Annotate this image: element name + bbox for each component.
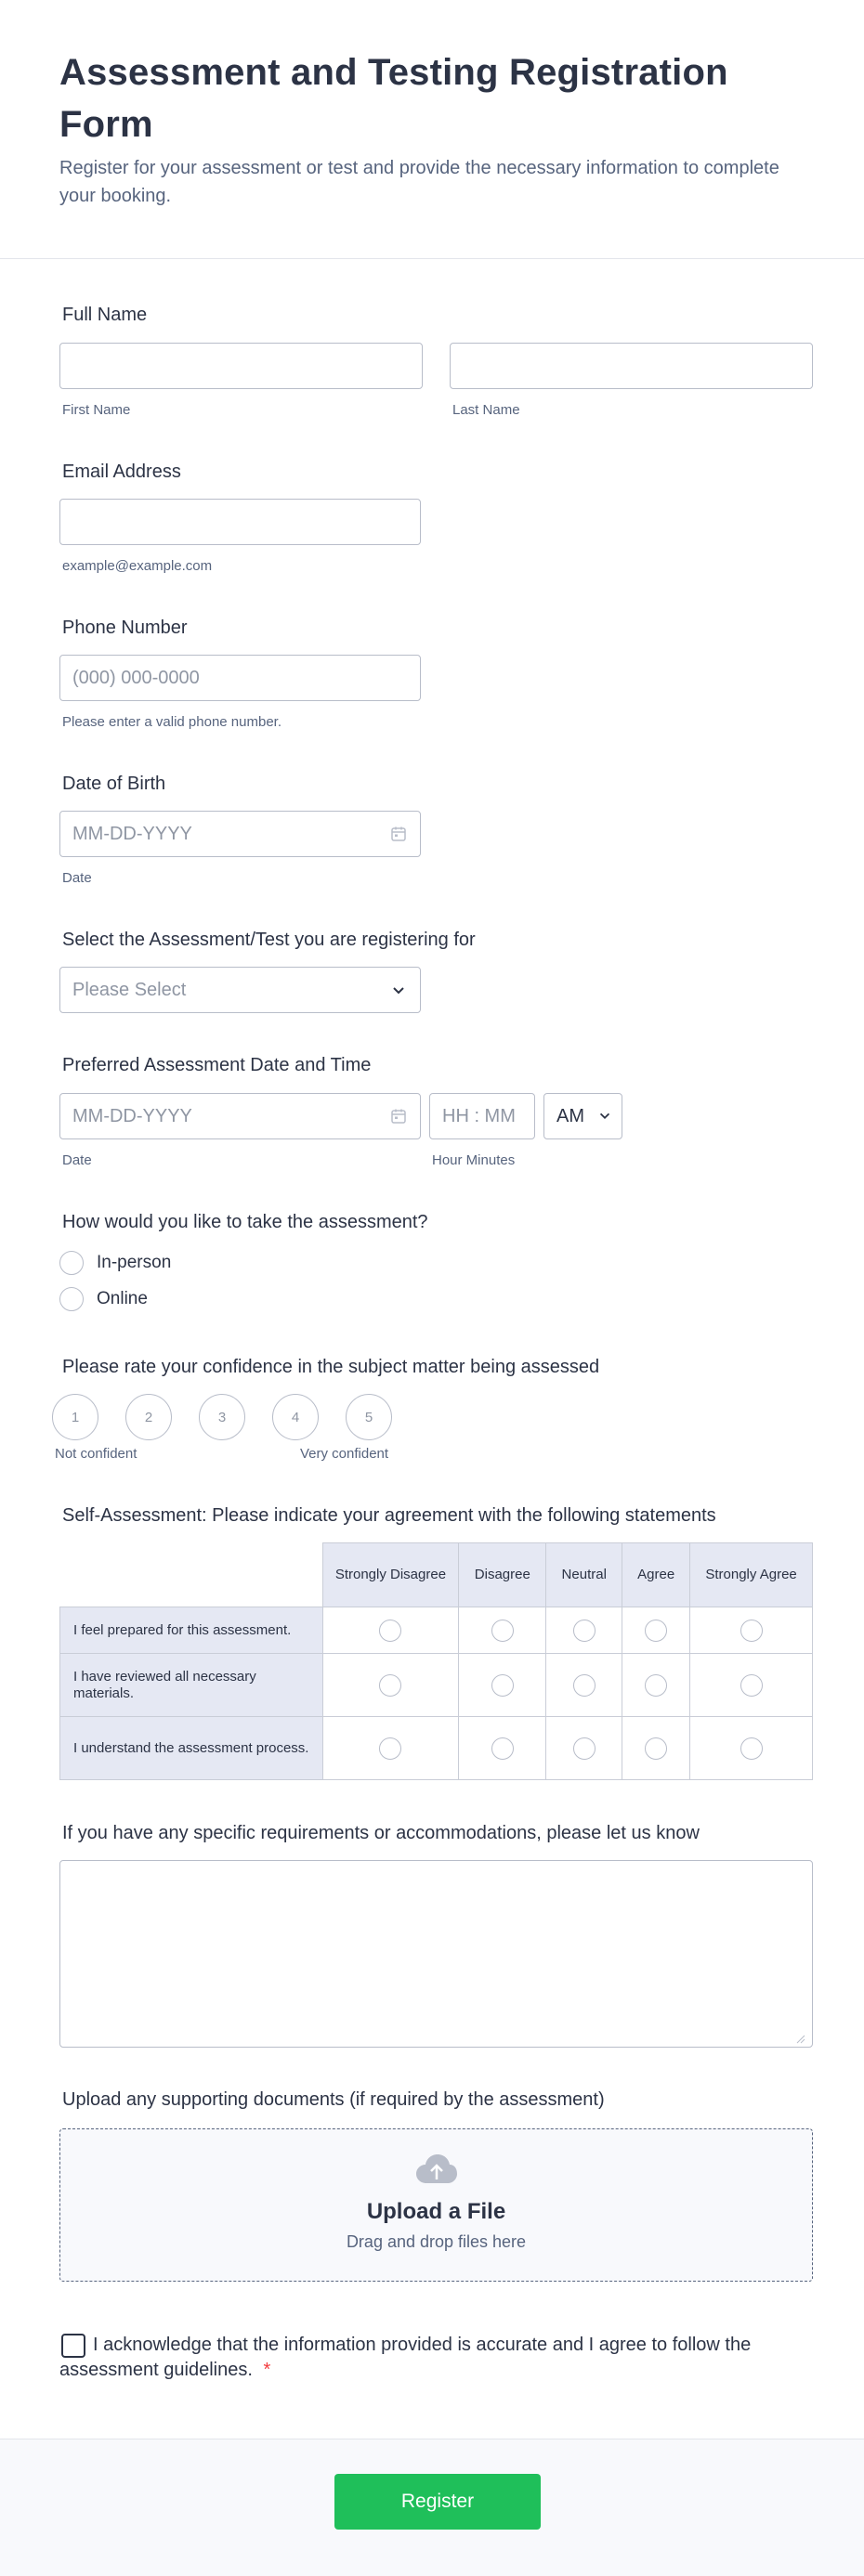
rating-option-2[interactable]: 2 — [125, 1394, 172, 1440]
matrix-radio[interactable] — [379, 1737, 401, 1760]
upload-title: Upload a File — [366, 2199, 506, 2224]
matrix-column-header: Neutral — [546, 1543, 622, 1607]
file-upload-dropzone[interactable] — [59, 2128, 813, 2282]
matrix-radio[interactable] — [645, 1620, 667, 1642]
upload-subtitle: Drag and drop files here — [346, 2232, 527, 2251]
cloud-upload-icon — [415, 2153, 458, 2185]
rating-low-label: Not confident — [55, 1446, 137, 1462]
required-asterisk: * — [263, 2360, 271, 2380]
register-button[interactable]: Register — [334, 2474, 541, 2530]
upload-label: Upload any supporting documents (if required by the assessment) — [62, 2089, 605, 2110]
rating-option-3[interactable]: 3 — [199, 1394, 245, 1440]
email-input[interactable] — [59, 499, 421, 545]
matrix-radio[interactable] — [379, 1674, 401, 1697]
matrix-radio[interactable] — [740, 1674, 763, 1697]
phone-input[interactable] — [59, 655, 421, 701]
assessment-select-label: Select the Assessment/Test you are registering for — [62, 930, 476, 950]
calendar-icon[interactable] — [390, 826, 407, 842]
email-label: Email Address — [62, 462, 181, 482]
form-title: Assessment and Testing Registration Form — [59, 52, 728, 145]
preferred-time-input[interactable] — [429, 1093, 535, 1139]
matrix-radio[interactable] — [573, 1737, 596, 1760]
radio-label: Online — [97, 1289, 148, 1308]
preferred-date-sublabel: Date — [62, 1152, 92, 1168]
matrix-row-label: I understand the assessment process. — [60, 1717, 323, 1780]
matrix-label: Self-Assessment: Please indicate your agreement with the following statements — [62, 1505, 716, 1526]
matrix-column-header: Strongly Disagree — [322, 1543, 459, 1607]
phone-sublabel: Please enter a valid phone number. — [62, 714, 281, 730]
preferred-time-sublabel: Hour Minutes — [432, 1152, 516, 1168]
requirements-label: If you have any specific requirements or accommodations, please let us know — [62, 1823, 700, 1843]
matrix-radio[interactable] — [645, 1674, 667, 1697]
matrix-radio[interactable] — [491, 1620, 514, 1642]
email-sublabel: example@example.com — [62, 558, 213, 574]
assessment-select-value: Please Select — [72, 979, 187, 1000]
acknowledge-text: I acknowledge that the information provided is accurate and I agree to follow the assessment guidelines. — [59, 2335, 752, 2380]
phone-label: Phone Number — [62, 618, 188, 638]
requirements-textarea[interactable] — [59, 1860, 813, 2048]
mode-label: How would you like to take the assessment? — [62, 1212, 428, 1232]
last-name-sublabel: Last Name — [452, 402, 520, 418]
radio-label: In-person — [97, 1253, 172, 1272]
ampm-select[interactable] — [543, 1093, 622, 1139]
dob-label: Date of Birth — [62, 774, 166, 794]
full-name-label: Full Name — [62, 305, 148, 325]
rating-option-4[interactable]: 4 — [272, 1394, 319, 1440]
rating-high-label: Very confident — [300, 1446, 389, 1462]
dob-placeholder: MM-DD-YYYY — [72, 823, 192, 844]
radio-option-online[interactable] — [59, 1282, 148, 1316]
last-name-input[interactable] — [450, 343, 813, 389]
matrix-row — [60, 1654, 813, 1717]
assessment-select[interactable] — [59, 967, 421, 1013]
matrix-column-header: Agree — [622, 1543, 690, 1607]
matrix-radio[interactable] — [491, 1737, 514, 1760]
preferred-time-placeholder: HH : MM — [442, 1105, 516, 1126]
acknowledge-field — [59, 2333, 766, 2383]
phone-placeholder: (000) 000-0000 — [72, 667, 200, 688]
dob-sublabel: Date — [62, 870, 92, 886]
matrix-column-header: Disagree — [459, 1543, 546, 1607]
ampm-select-value: AM — [556, 1105, 584, 1126]
matrix-radio[interactable] — [645, 1737, 667, 1760]
confidence-label: Please rate your confidence in the subject matter being assessed — [62, 1357, 600, 1377]
radio-option-in-person[interactable] — [59, 1246, 171, 1280]
matrix-radio[interactable] — [573, 1674, 596, 1697]
resize-handle-icon[interactable] — [796, 2035, 805, 2044]
matrix-row — [60, 1607, 813, 1654]
matrix-row — [60, 1717, 813, 1780]
first-name-input[interactable] — [59, 343, 423, 389]
matrix-column-header: Strongly Agree — [690, 1543, 813, 1607]
preferred-datetime-label: Preferred Assessment Date and Time — [62, 1055, 372, 1075]
matrix-radio[interactable] — [740, 1737, 763, 1760]
calendar-icon[interactable] — [390, 1108, 407, 1125]
rating-option-5[interactable]: 5 — [346, 1394, 392, 1440]
first-name-sublabel: First Name — [62, 402, 131, 418]
acknowledge-checkbox[interactable] — [61, 2334, 85, 2358]
dob-input[interactable] — [59, 811, 421, 857]
preferred-date-placeholder: MM-DD-YYYY — [72, 1105, 192, 1126]
preferred-date-input[interactable] — [59, 1093, 421, 1139]
radio-button[interactable] — [59, 1287, 84, 1311]
matrix-radio[interactable] — [740, 1620, 763, 1642]
chevron-down-icon — [597, 1109, 612, 1124]
form-header — [0, 0, 864, 259]
matrix-row-label: I have reviewed all necessary materials. — [60, 1654, 323, 1717]
matrix-radio[interactable] — [573, 1620, 596, 1642]
form-subtitle: Register for your assessment or test and provide the necessary information to complete your booking. — [59, 158, 779, 206]
rating-option-1[interactable]: 1 — [52, 1394, 98, 1440]
matrix-radio[interactable] — [379, 1620, 401, 1642]
chevron-down-icon — [390, 982, 407, 999]
radio-button[interactable] — [59, 1251, 84, 1275]
agreement-matrix — [59, 1542, 813, 1780]
matrix-row-label: I feel prepared for this assessment. — [60, 1607, 323, 1654]
matrix-radio[interactable] — [491, 1674, 514, 1697]
form-footer — [0, 2439, 864, 2576]
